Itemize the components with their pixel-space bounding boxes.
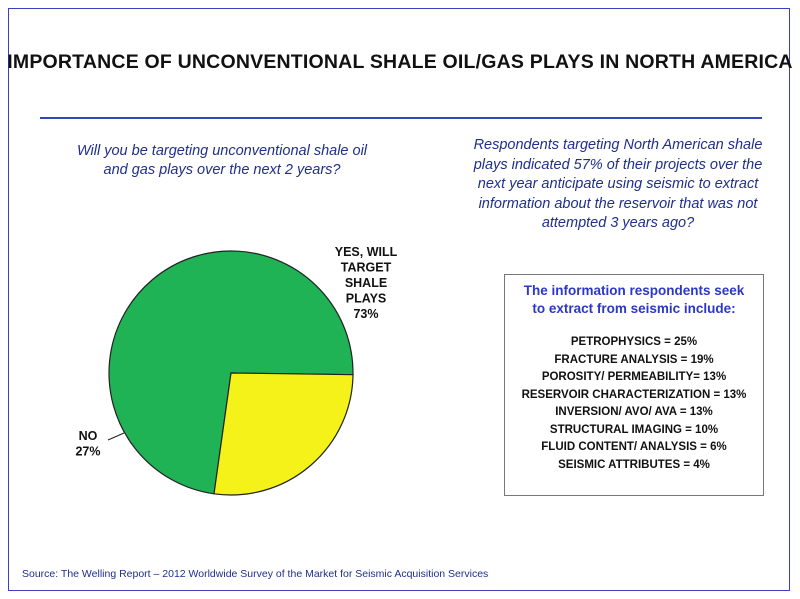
pie-slice-label-line: 73%: [353, 307, 379, 321]
respondents-note-line: attempted 3 years ago?: [541, 215, 695, 231]
info-list: [505, 334, 763, 474]
seismic-info-box: [504, 274, 764, 496]
info-box-heading: [505, 282, 763, 318]
respondents-note-line: Respondents targeting North American shale: [473, 137, 763, 153]
respondents-note-line: next year anticipate using seismic to extract: [477, 176, 759, 192]
info-heading-line-2: to extract from seismic include:: [532, 301, 736, 316]
pie-slice-label-line: TARGET: [340, 260, 392, 275]
pie-slice: [214, 373, 353, 495]
info-list-item: STRUCTURAL IMAGING = 10%: [549, 423, 719, 436]
pie-slice-label-line: PLAYS: [345, 291, 387, 306]
pie-slice-label-line: YES, WILL: [334, 245, 398, 259]
info-list-item: INVERSION/ AVO/ AVA = 13%: [555, 406, 713, 418]
no-label-leader-line: [108, 433, 124, 440]
pie-slice-label: [335, 245, 398, 321]
survey-question-line-1: Will you be targeting unconventional shale oil: [76, 143, 368, 159]
info-list-item: FLUID CONTENT/ ANALYSIS = 6%: [541, 441, 727, 453]
info-list-item: SEISMIC ATTRIBUTES = 4%: [558, 458, 710, 471]
info-list-item: FRACTURE ANALYSIS = 19%: [554, 353, 714, 366]
info-list-item: PETROPHYSICS = 25%: [570, 336, 698, 348]
pie-slice-label: [75, 429, 100, 459]
respondents-note-line: plays indicated 57% of their projects over the: [473, 156, 763, 173]
pie-slice-label-line: 27%: [75, 444, 101, 459]
info-list-item: RESERVOIR CHARACTERIZATION = 13%: [521, 388, 747, 401]
respondents-note-line: information about the reservoir that was not: [478, 195, 758, 212]
pie-slice-label-line: SHALE: [344, 276, 388, 290]
source-citation: Source: The Welling Report – 2012 Worldwide Survey of the Market for Seismic Acquisition Services: [22, 568, 489, 580]
pie-slice-label-line: NO: [78, 429, 98, 443]
survey-question-line-2: and gas plays over the next 2 years?: [103, 162, 341, 178]
info-heading-line-1: The information respondents seek: [523, 283, 745, 298]
slide-title: IMPORTANCE OF UNCONVENTIONAL SHALE OIL/GAS PLAYS IN NORTH AMERICA: [7, 51, 793, 73]
info-list-item: POROSITY/ PERMEABILITY= 13%: [541, 371, 727, 383]
